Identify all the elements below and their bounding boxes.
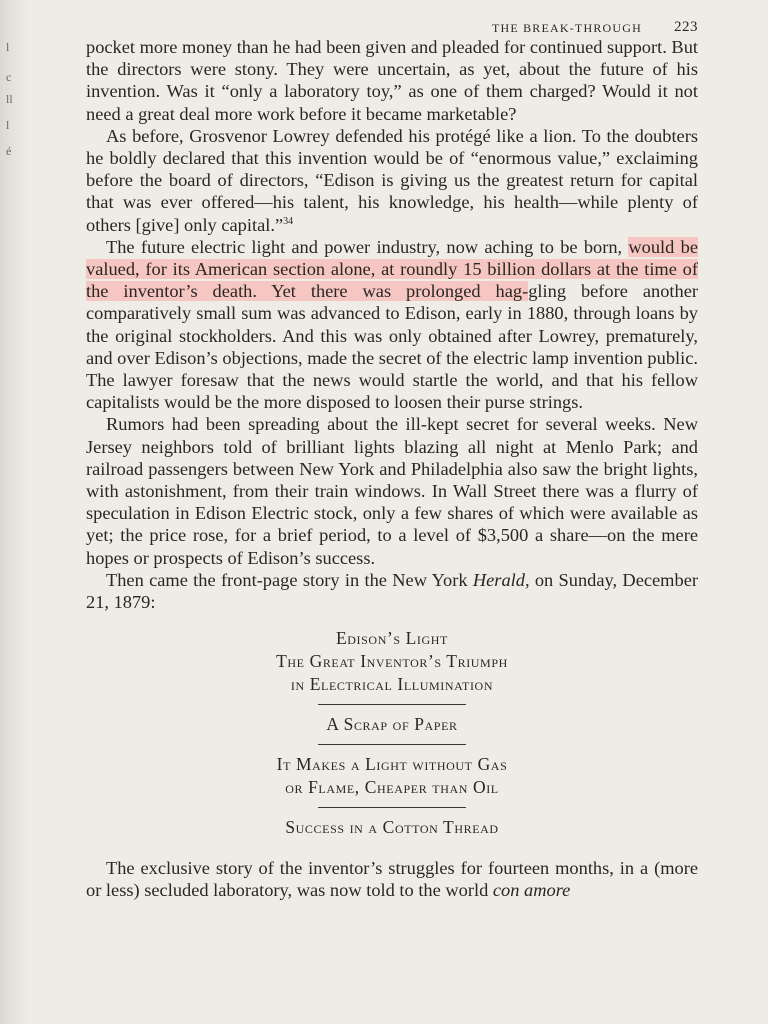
headline-rule (318, 807, 466, 808)
headline-line: or Flame, Cheaper than Oil (285, 777, 499, 798)
gutter-mark: c (6, 70, 12, 84)
headline-line: Edison’s Light (336, 628, 448, 649)
page-gutter (0, 0, 30, 1024)
gutter-mark: ll (6, 92, 13, 106)
paragraph (86, 236, 698, 414)
paragraph-text: As before, Grosvenor Lowrey defended his protégé like a lion. To the doubters he boldly declared that this invention would be of “enormous value,” exclaiming before the board of directors, “Edison is giving us the greatest return for capital that was ever offered—his talent, his knowledge, his health—while plenty of others [give] only capital.” (86, 125, 698, 235)
paragraph-text: Then came the front-page story in the New York (106, 569, 473, 590)
headline-line: A Scrap of Paper (326, 714, 458, 735)
headline-rule (318, 744, 466, 745)
gutter-mark: é (6, 144, 12, 158)
paragraph: pocket more money than he had been given and pleaded for continued support. But the directors were stony. They were uncertain, as yet, about the future of his invention. Was it “only a laboratory toy,” as one of them charged? Would it not need a great deal more work before it became marketable? (86, 37, 698, 124)
paragraph: Rumors had been spreading about the ill-kept secret for several weeks. New Jersey neighbors told of brilliant lights blazing all night at Menlo Park; and railroad passengers between New York and Philadelphia also saw the bright lights, with astonishment, from their train windows. In Wall Street there was a flurry of speculation in Edison Electric stock, only a few shares of which were available as yet; the price rose, for a brief period, to a level of $3,500 a share—on the mere hopes or prospects of Edison’s success. (86, 414, 698, 568)
headline-line: in Electrical Illumination (290, 674, 494, 695)
newspaper-name: Herald, (472, 569, 530, 590)
gutter-mark: l (6, 40, 10, 54)
highlighted-passage: would be valued, for its American section alone, at roundly 15 billion dollars at the time of the inventor’s death. Yet there was prolonged hag- (86, 236, 698, 302)
book-page (86, 14, 698, 902)
italic-phrase: con amore (492, 880, 571, 901)
gutter-mark: l (6, 118, 10, 132)
newspaper-headlines (86, 627, 698, 839)
paragraph-text: on Sunday, December 21, 1879: (86, 569, 698, 613)
paragraph (86, 857, 698, 901)
paragraph (86, 125, 698, 236)
headline-line: The Great Inventor’s Triumph (276, 651, 508, 672)
footnote-ref: 34 (283, 215, 294, 227)
headline-line: Success in a Cotton Thread (285, 817, 499, 838)
paragraph-text: The exclusive story of the inventor’s struggles for fourteen months, in a (more or less) secluded laboratory, was now told to the world (86, 858, 698, 901)
page-number: 223 (674, 19, 698, 35)
running-title: THE BREAK-THROUGH (491, 21, 642, 35)
headline-rule (318, 704, 466, 705)
running-head (86, 14, 698, 36)
headline-line: It Makes a Light without Gas (276, 754, 508, 775)
paragraph (86, 569, 698, 613)
paragraph-text: The future electric light and power industry, now aching to be born, (106, 236, 629, 257)
paragraph-text: gling before another comparatively small sum was advanced to Edison, early in 1880, through loans by the original stockholders. And this was only obtained after Lowrey, prematurely, and over Edison’s objections, made the secret of the electric lamp invention public. The lawyer foresaw that the news would startle the world, and that his fellow capitalists would be the more disposed to loosen their purse strings. (86, 281, 698, 413)
